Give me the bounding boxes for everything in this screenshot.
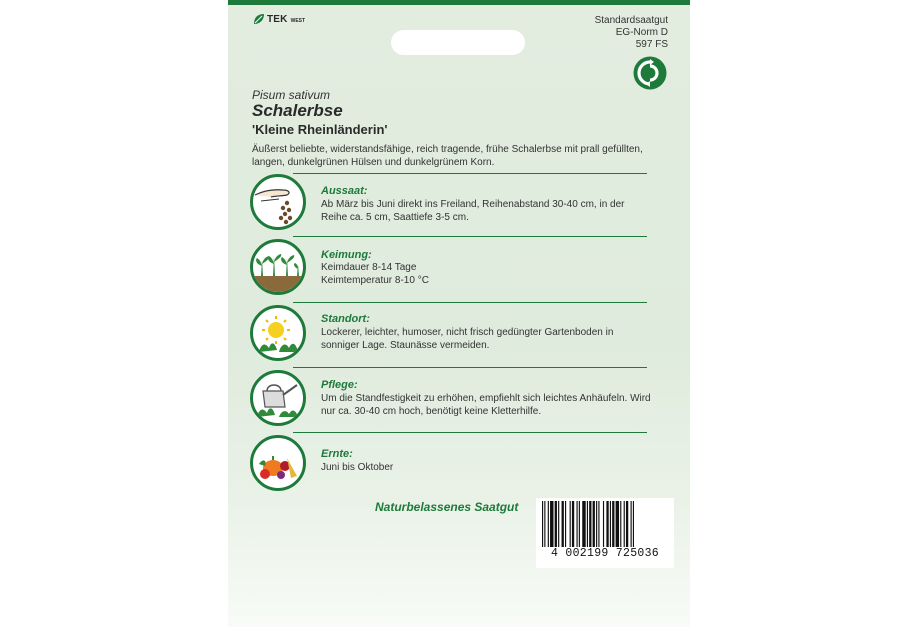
barcode-bar	[589, 501, 591, 547]
section-title-aussaat: Aussaat:	[321, 185, 368, 197]
recycling-green-dot-icon	[633, 56, 667, 90]
barcode-bar	[610, 501, 611, 547]
product-name: Schalerbse	[252, 101, 343, 120]
barcode-bar	[550, 501, 553, 547]
barcode-bar	[620, 501, 621, 547]
standard-line-2: EG-Norm D	[615, 27, 668, 38]
section-divider	[293, 236, 647, 237]
section-text-standort: Lockerer, leichter, humoser, nicht frisch gedüngter Gartenboden in sonniger Lage. Staunässe vermeiden.	[321, 327, 614, 351]
section-divider	[293, 173, 647, 174]
seedlings-icon	[250, 239, 306, 295]
barcode-bar	[565, 501, 566, 547]
brand-logo	[253, 13, 305, 25]
section-title-keimung: Keimung:	[321, 249, 372, 261]
barcode	[536, 498, 674, 568]
sowing-hand-icon	[250, 174, 306, 230]
brand-sub: WEST	[290, 17, 306, 24]
barcode-bar	[631, 501, 632, 547]
barcode-bar	[555, 501, 557, 547]
section-title-standort: Standort:	[321, 313, 370, 325]
barcode-bar	[582, 501, 585, 547]
seed-packet-back	[228, 0, 690, 627]
product-description: Äußerst beliebte, widerstandsfähige, reich tragende, frühe Schalerbse mit prall gefüllten, langen, dunkelgrünen Hülsen und dunkelgrünem Korn.	[252, 144, 643, 168]
seed-standard-info	[595, 15, 668, 51]
variety-name: 'Kleine Rheinländerin'	[252, 122, 388, 137]
section-text-pflege: Um die Standfestigkeit zu erhöhen, empfiehlt sich leichtes Anhäufeln. Wird nur ca. 30-40 cm hoch, benötigt keine Kletterhilfe.	[321, 393, 651, 417]
section-title-ernte: Ernte:	[321, 448, 353, 460]
watering-can-icon	[250, 370, 306, 426]
barcode-bar	[598, 501, 599, 547]
top-color-bar	[228, 0, 690, 5]
keimung-line-1: Keimdauer 8-14 Tage	[321, 262, 417, 273]
latin-name: Pisum sativum	[252, 88, 331, 102]
barcode-number: 4 002199 725036	[550, 547, 660, 560]
barcode-bar	[572, 501, 574, 547]
barcode-bar	[633, 501, 634, 547]
barcode-bar	[542, 501, 543, 547]
barcode-bar	[570, 501, 571, 547]
barcode-bar	[603, 501, 604, 547]
slogan: Naturbelassenes Saatgut	[375, 500, 519, 514]
barcode-bar	[612, 501, 614, 547]
barcode-bars	[540, 501, 670, 549]
barcode-bar	[558, 501, 559, 547]
barcode-bar	[579, 501, 580, 547]
section-text-ernte: Juni bis Oktober	[321, 462, 394, 473]
standard-line-3: 597 FS	[635, 39, 668, 50]
section-divider	[293, 302, 647, 303]
sun-location-icon	[250, 305, 306, 361]
barcode-bar	[544, 501, 545, 547]
section-title-pflege: Pflege:	[321, 379, 358, 391]
barcode-bar	[587, 501, 588, 547]
harvest-vegetables-icon	[250, 435, 306, 491]
barcode-bar	[577, 501, 578, 547]
barcode-bar	[548, 501, 549, 547]
barcode-bar	[596, 501, 597, 547]
barcode-bar	[562, 501, 564, 547]
keimung-line-2: Keimtemperatur 8-10 °C	[321, 274, 429, 286]
standard-line-1: Standardsaatgut	[594, 15, 668, 26]
section-text-keimung	[321, 262, 651, 287]
barcode-bar	[624, 501, 625, 547]
leaf-logo-icon	[253, 13, 265, 25]
section-text-aussaat: Ab März bis Juni direkt ins Freiland, Reihenabstand 30-40 cm, in der Reihe ca. 5 cm, Saattiefe 3-5 cm.	[321, 199, 625, 223]
section-divider	[293, 367, 647, 368]
section-divider	[293, 432, 647, 433]
brand-name: TEK	[267, 13, 288, 25]
barcode-bar	[606, 501, 608, 547]
barcode-bar	[593, 501, 595, 547]
barcode-bar	[616, 501, 619, 547]
label-blank-field	[391, 30, 525, 55]
barcode-bar	[626, 501, 628, 547]
